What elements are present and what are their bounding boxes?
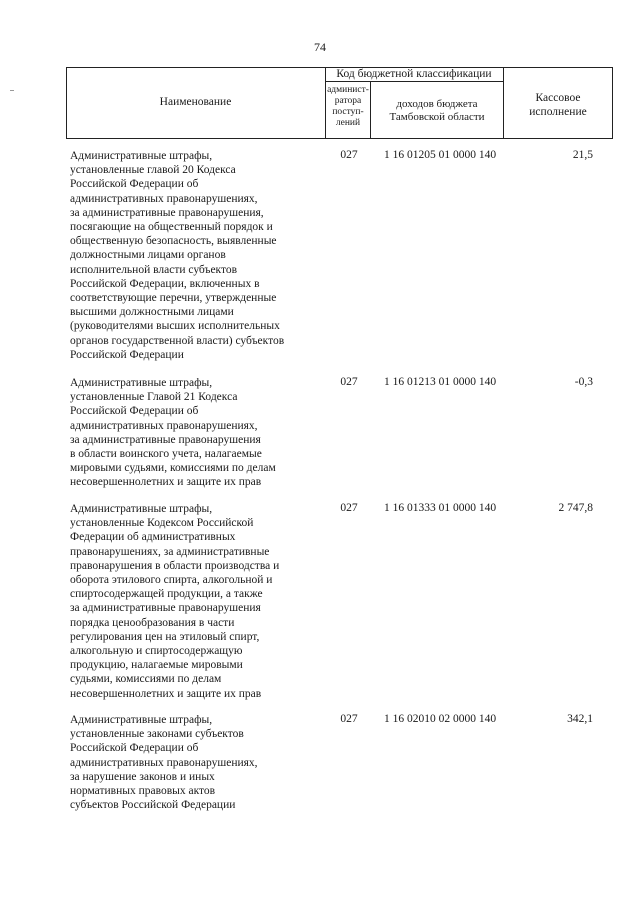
row-1-amount: 21,5 bbox=[572, 149, 593, 161]
row-1-name: Административные штрафы, установленные главой 20 Кодекса Российской Федерации об административных правонарушениях, за административные правонарушения, посягающие на общественный порядок и общественную безопасность, выявленные должностными лицами органов исполнительной власти субъектов Российской Федерации, включенных в соответствующие перечни, утвержденные высшими должностными лицами (руководителями высших исполнительных органов государственной власти) субъектов Российской Федерации bbox=[70, 150, 285, 361]
row-4-income-code: 1 16 02010 02 0000 140 bbox=[383, 713, 497, 725]
row-2-admin-code: 027 bbox=[340, 376, 358, 388]
row-4-amount: 342,1 bbox=[567, 713, 593, 725]
row-4-name: Административные штрафы, установленные законами субъектов Российской Федерации об административных правонарушениях, за нарушение законов и иных нормативных правовых актов субъектов Российской Федерации bbox=[70, 714, 258, 812]
header-right-border bbox=[612, 67, 613, 139]
header-group-title: Код бюджетной классификации bbox=[336, 68, 492, 80]
row-3-admin-code: 027 bbox=[340, 502, 358, 514]
row-4-admin-code: 027 bbox=[340, 713, 358, 725]
row-1-income-code: 1 16 01205 01 0000 140 bbox=[383, 149, 497, 161]
header-amount: Кассовое исполнение bbox=[529, 92, 587, 118]
margin-mark bbox=[10, 90, 14, 91]
row-2-income-code: 1 16 01213 01 0000 140 bbox=[383, 376, 497, 388]
row-3-amount: 2 747,8 bbox=[558, 502, 593, 514]
row-3-income-code: 1 16 01333 01 0000 140 bbox=[383, 502, 497, 514]
header-name: Наименование bbox=[159, 96, 232, 108]
table-header bbox=[66, 67, 613, 139]
group-divider bbox=[325, 81, 503, 82]
header-admin: админист- ратора поступ- лений bbox=[327, 85, 369, 128]
page-number: 74 bbox=[314, 40, 326, 54]
header-income: доходов бюджета Тамбовской области bbox=[389, 98, 485, 123]
row-1-admin-code: 027 bbox=[340, 149, 358, 161]
header-bottom-border bbox=[66, 138, 613, 139]
row-2-amount: -0,3 bbox=[574, 376, 593, 388]
row-3-name: Административные штрафы, установленные Кодексом Российской Федерации об административных правонарушениях, за административные правонарушения в области производства и оборота этилового спирта, алкогольной и спиртосодержащей продукции, а также за административные правонарушения порядка ценообразования в части регулирования цен на этиловый спирт, алкогольную и спиртосодержащую продукцию, налагаемые мировыми судьями, комиссиями по делам несовершеннолетних и защите их прав bbox=[70, 503, 280, 700]
row-2-name: Административные штрафы, установленные Главой 21 Кодекса Российской Федерации об административных правонарушениях, за административные правонарушения в области воинского учета, налагаемые мировыми судьями, комиссиями по делам несовершеннолетних и защите их прав bbox=[70, 377, 276, 489]
